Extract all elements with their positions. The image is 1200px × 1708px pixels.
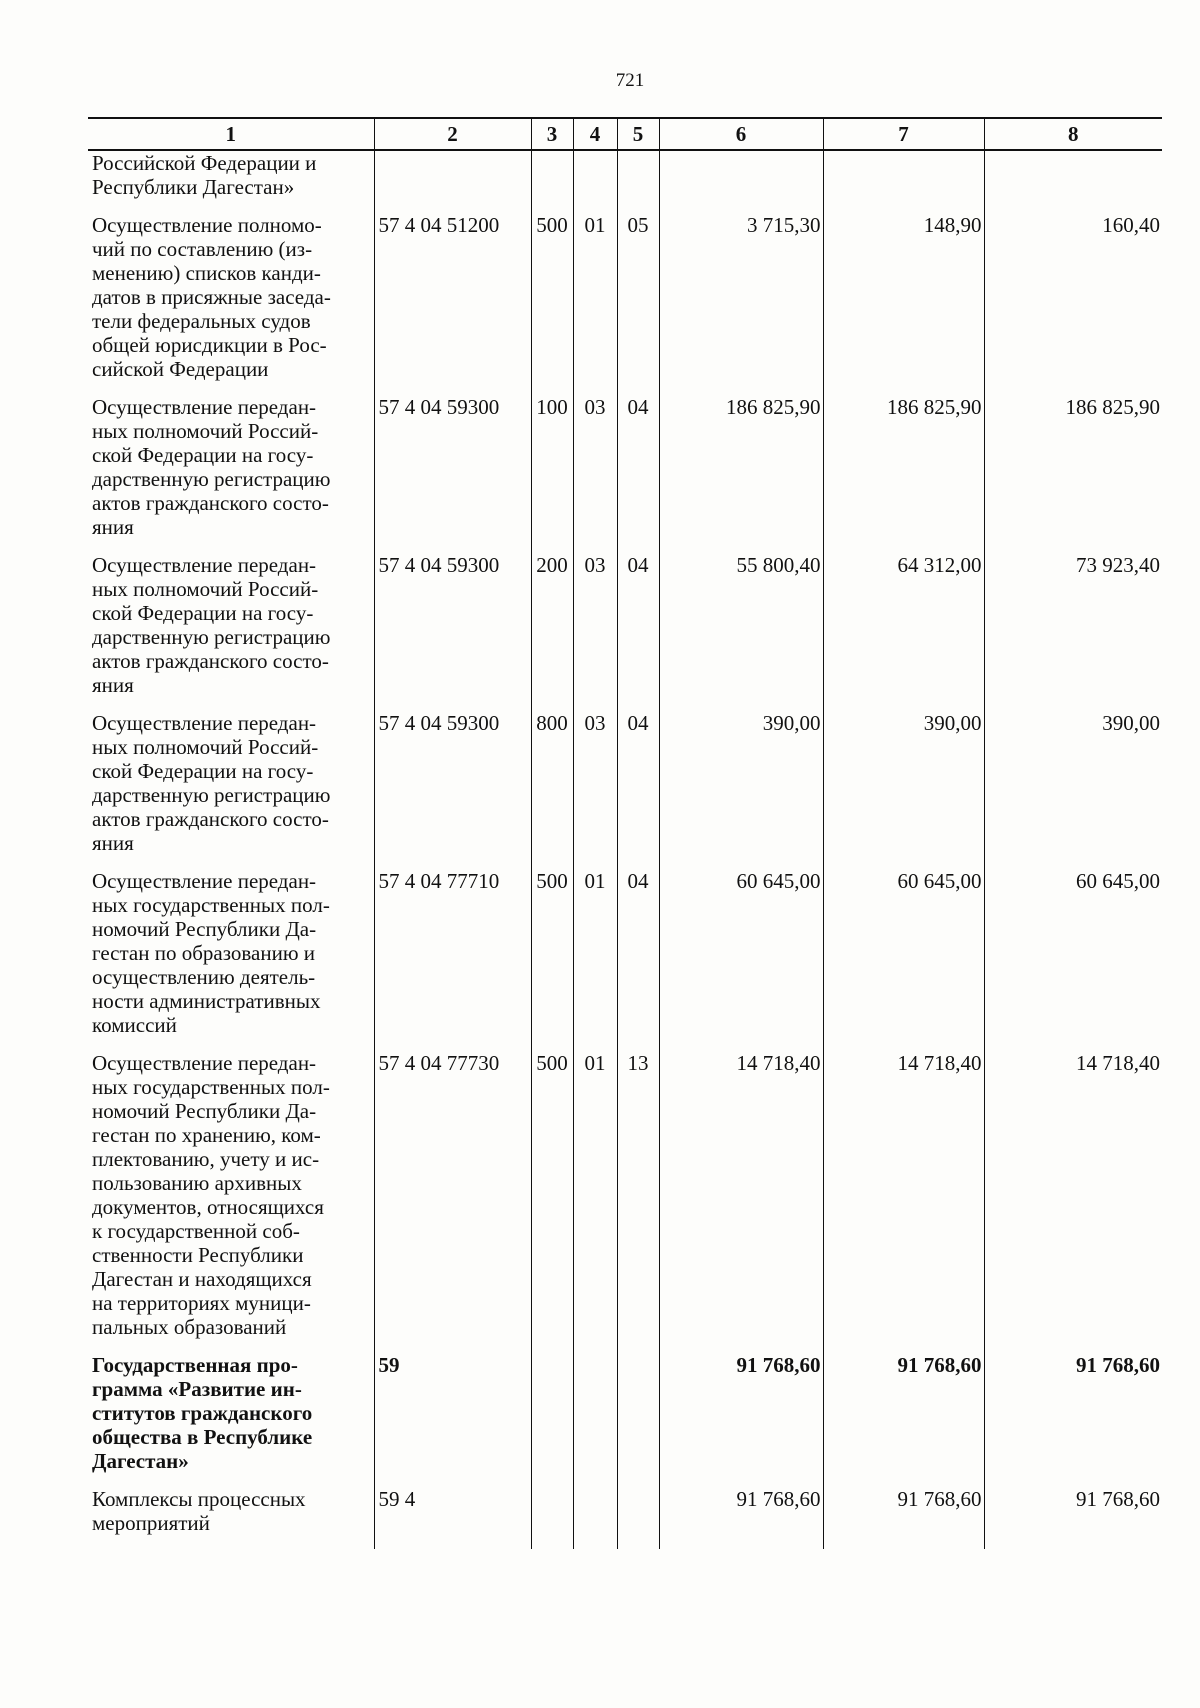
row-code-cell: 57 4 04 51200 (374, 213, 531, 395)
row-subsection-cell (617, 150, 659, 213)
row-code-cell: 57 4 04 77730 (374, 1051, 531, 1353)
table-row (88, 869, 1162, 1051)
row-amount-year3-cell: 390,00 (984, 711, 1162, 869)
row-amount-year3-cell (984, 150, 1162, 213)
row-amount-year2-cell: 64 312,00 (823, 553, 984, 711)
header-cell-5: 5 (617, 118, 659, 150)
page-number: 721 (615, 70, 645, 91)
table-row (88, 395, 1162, 553)
row-expense-type-cell (531, 150, 573, 213)
table-row (88, 1051, 1162, 1353)
table-row (88, 150, 1162, 213)
row-name-cell: Осуществление передан- ных полномочий Россий- ской Федерации на госу- дарственную регистрацию актов гражданского состо- яния (92, 711, 331, 855)
row-subsection-cell: 04 (617, 395, 659, 553)
table-row (88, 711, 1162, 869)
row-subsection-cell: 13 (617, 1051, 659, 1353)
row-amount-year2-cell (823, 150, 984, 213)
row-expense-type-cell: 800 (531, 711, 573, 869)
row-code-cell: 57 4 04 59300 (374, 711, 531, 869)
row-section-cell: 03 (573, 395, 617, 553)
table-row (88, 553, 1162, 711)
row-code-cell: 59 (374, 1353, 531, 1487)
row-section-cell (573, 150, 617, 213)
row-amount-year1-cell: 91 768,60 (659, 1487, 823, 1549)
header-cell-2: 2 (374, 118, 531, 150)
row-code-cell: 57 4 04 59300 (374, 395, 531, 553)
header-cell-4: 4 (573, 118, 617, 150)
row-subsection-cell: 04 (617, 711, 659, 869)
row-amount-year2-cell: 148,90 (823, 213, 984, 395)
row-amount-year3-cell: 14 718,40 (984, 1051, 1162, 1353)
header-cell-6: 6 (659, 118, 823, 150)
row-section-cell: 03 (573, 711, 617, 869)
row-amount-year2-cell: 60 645,00 (823, 869, 984, 1051)
row-section-cell: 01 (573, 1051, 617, 1353)
row-amount-year3-cell: 160,40 (984, 213, 1162, 395)
budget-table (88, 117, 1162, 1549)
row-expense-type-cell: 200 (531, 553, 573, 711)
row-expense-type-cell (531, 1487, 573, 1549)
row-amount-year1-cell: 3 715,30 (659, 213, 823, 395)
header-cell-8: 8 (984, 118, 1162, 150)
row-subsection-cell: 05 (617, 213, 659, 395)
row-expense-type-cell (531, 1353, 573, 1487)
row-amount-year3-cell: 73 923,40 (984, 553, 1162, 711)
header-cell-3: 3 (531, 118, 573, 150)
row-name-cell: Осуществление передан- ных государственных пол- номочий Республики Да- гестан по образованию и осуществлению деятель- ности административных комиссий (92, 869, 330, 1037)
row-subsection-cell: 04 (617, 869, 659, 1051)
row-amount-year1-cell: 186 825,90 (659, 395, 823, 553)
table-row (88, 1487, 1162, 1549)
row-amount-year3-cell: 186 825,90 (984, 395, 1162, 553)
table-row (88, 1353, 1162, 1487)
table-row (88, 213, 1162, 395)
row-name-cell: Осуществление полномо- чий по составлению (из- менению) списков канди- датов в присяжные заседа- тели федеральных судов общей юрисдикции в Рос- сийской Федерации (92, 213, 331, 381)
row-expense-type-cell: 500 (531, 213, 573, 395)
row-amount-year2-cell: 14 718,40 (823, 1051, 984, 1353)
row-amount-year2-cell: 390,00 (823, 711, 984, 869)
row-expense-type-cell: 100 (531, 395, 573, 553)
row-amount-year1-cell: 390,00 (659, 711, 823, 869)
row-name-cell: Комплексы процессных мероприятий (92, 1487, 306, 1535)
row-section-cell: 03 (573, 553, 617, 711)
row-subsection-cell (617, 1353, 659, 1487)
row-code-cell: 57 4 04 77710 (374, 869, 531, 1051)
row-amount-year1-cell: 91 768,60 (659, 1353, 823, 1487)
row-code-cell: 57 4 04 59300 (374, 553, 531, 711)
row-name-cell: Осуществление передан- ных государственных пол- номочий Республики Да- гестан по хранению, ком- плектованию, учету и ис- пользованию архивных документов, относящихся к государственной соб- ственности Республики Дагестан и находящихся на территориях муници- пальных образований (92, 1051, 330, 1339)
row-name-cell: Российской Федерации и Республики Дагестан» (92, 151, 317, 199)
row-amount-year1-cell: 60 645,00 (659, 869, 823, 1051)
row-name-cell: Государственная про- грамма «Развитие ин- ститутов гражданского общества в Республике Дагестан» (92, 1353, 313, 1473)
row-amount-year1-cell: 14 718,40 (659, 1051, 823, 1353)
row-amount-year3-cell: 91 768,60 (984, 1487, 1162, 1549)
row-amount-year3-cell: 60 645,00 (984, 869, 1162, 1051)
row-amount-year2-cell: 91 768,60 (823, 1487, 984, 1549)
row-code-cell (374, 150, 531, 213)
header-row (88, 118, 1162, 150)
row-section-cell: 01 (573, 869, 617, 1051)
row-expense-type-cell: 500 (531, 1051, 573, 1353)
row-code-cell: 59 4 (374, 1487, 531, 1549)
row-amount-year2-cell: 91 768,60 (823, 1353, 984, 1487)
header-cell-7: 7 (823, 118, 984, 150)
row-expense-type-cell: 500 (531, 869, 573, 1051)
row-name-cell: Осуществление передан- ных полномочий Россий- ской Федерации на госу- дарственную регистрацию актов гражданского состо- яния (92, 395, 331, 539)
row-amount-year2-cell: 186 825,90 (823, 395, 984, 553)
row-name-cell: Осуществление передан- ных полномочий Россий- ской Федерации на госу- дарственную регистрацию актов гражданского состо- яния (92, 553, 331, 697)
row-section-cell (573, 1487, 617, 1549)
row-amount-year1-cell (659, 150, 823, 213)
row-amount-year1-cell: 55 800,40 (659, 553, 823, 711)
header-cell-1: 1 (88, 118, 374, 150)
row-subsection-cell: 04 (617, 553, 659, 711)
row-section-cell: 01 (573, 213, 617, 395)
table-body (88, 150, 1162, 1549)
row-section-cell (573, 1353, 617, 1487)
row-amount-year3-cell: 91 768,60 (984, 1353, 1162, 1487)
row-subsection-cell (617, 1487, 659, 1549)
